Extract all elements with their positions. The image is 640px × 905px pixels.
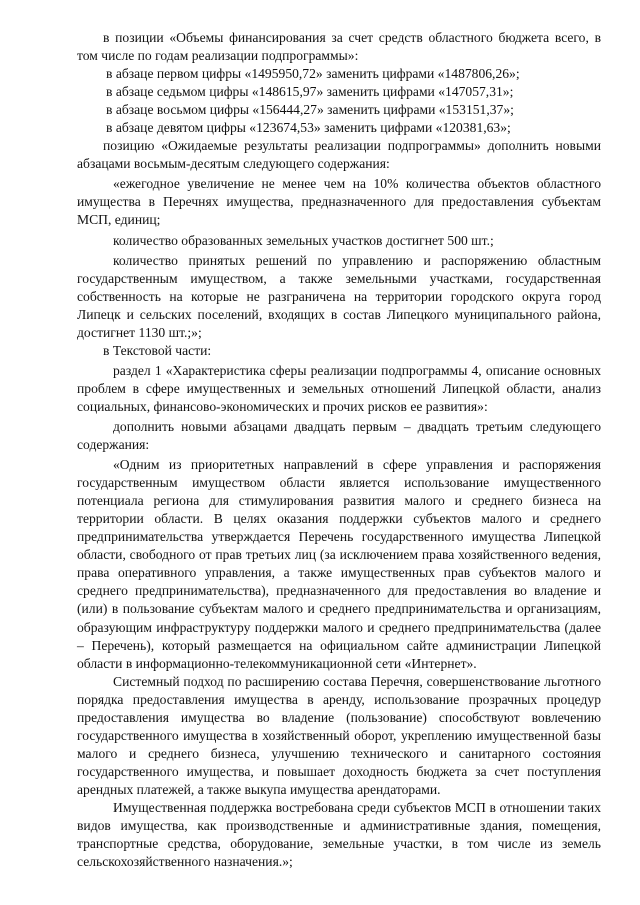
paragraph: Системный подход по расширению состава Перечня, совершенствование льготного порядка предоставления имущества в аренду, использование прозрачных процедур предоставления имущества во владение (пользование) способствуют вовлечению государственного имущества в хозяйственный оборот, укреплению имущественной базы малого и среднего бизнеса, улучшению технического и санитарного состояния государственного имущества, и повышает доходность бюджета за счет поступления арендных платежей, а также выкупа имущества арендаторами. <box>77 673 601 797</box>
paragraph: раздел 1 «Характеристика сферы реализации подпрограммы 4, описание основных проблем в сфере имущественных и земельных отношений Липецкой области, анализ социальных, финансово-экономических и прочих рисков ее развития»: <box>77 362 601 414</box>
paragraph: количество принятых решений по управлению и распоряжению областным государственным имуществом, а также земельными участками, государственная собственность на которые не разграничена на территории городского округа город Липецк и сельских поселений, входящих в состав Липецкого муниципального района, достигнет 1130 шт.;»; <box>77 252 601 340</box>
paragraph: Имущественная поддержка востребована среди субъектов МСП в отношении таких видов имущества, как производственные и административные здания, помещения, транспортные средства, оборудование, земельные участки, в том числе из земель сельскохозяйственного назначения.»; <box>77 799 601 870</box>
paragraph: «ежегодное увеличение не менее чем на 10% количества объектов областного имущества в Перечнях имущества, предназначенного для предоставления субъектам МСП, единиц; <box>77 176 601 228</box>
paragraph: количество образованных земельных участков достигнет 500 шт.; <box>113 232 494 248</box>
paragraph: дополнить новыми абзацами двадцать первым – двадцать третьим следующего содержания: <box>77 418 601 453</box>
paragraph: в абзаце девятом цифры «123674,53» заменить цифрами «120381,63»; <box>106 120 511 136</box>
document-body <box>77 29 601 871</box>
paragraph: позицию «Ожидаемые результаты реализации подпрограммы» дополнить новыми абзацами восьмым-десятым следующего содержания: <box>77 138 601 172</box>
paragraph: в позиции «Объемы финансирования за счет средств областного бюджета всего, в том числе по годам реализации подпрограммы»: <box>77 30 601 64</box>
paragraph: в абзаце седьмом цифры «148615,97» заменить цифрами «147057,31»; <box>106 84 514 100</box>
paragraph: в Текстовой части: <box>103 342 212 358</box>
paragraph: в абзаце первом цифры «1495950,72» заменить цифрами «1487806,26»; <box>106 66 520 82</box>
paragraph: «Одним из приоритетных направлений в сфере управления и распоряжения государственным имуществом области является использование имущественного потенциала региона для стимулирования развития малого и среднего бизнеса на территории области. В целях оказания поддержки субъектов малого и среднего предпринимательства утверждается Перечень государственного имущества Липецкой области, свободного от прав третьих лиц (за исключением права хозяйственного ведения, права оперативного управления, а также имущественных прав субъектов малого и среднего предпринимательства), предназначенного для предоставления во владение и (или) в пользование субъектам малого и среднего предпринимательства и организациям, образующим инфраструктуру поддержки малого и среднего предпринимательства (далее – Перечень), который размещается на официальном сайте администрации Липецкой области в информационно-телекоммуникационной сети «Интернет». <box>77 457 601 671</box>
paragraph: в абзаце восьмом цифры «156444,27» заменить цифрами «153151,37»; <box>106 102 514 118</box>
